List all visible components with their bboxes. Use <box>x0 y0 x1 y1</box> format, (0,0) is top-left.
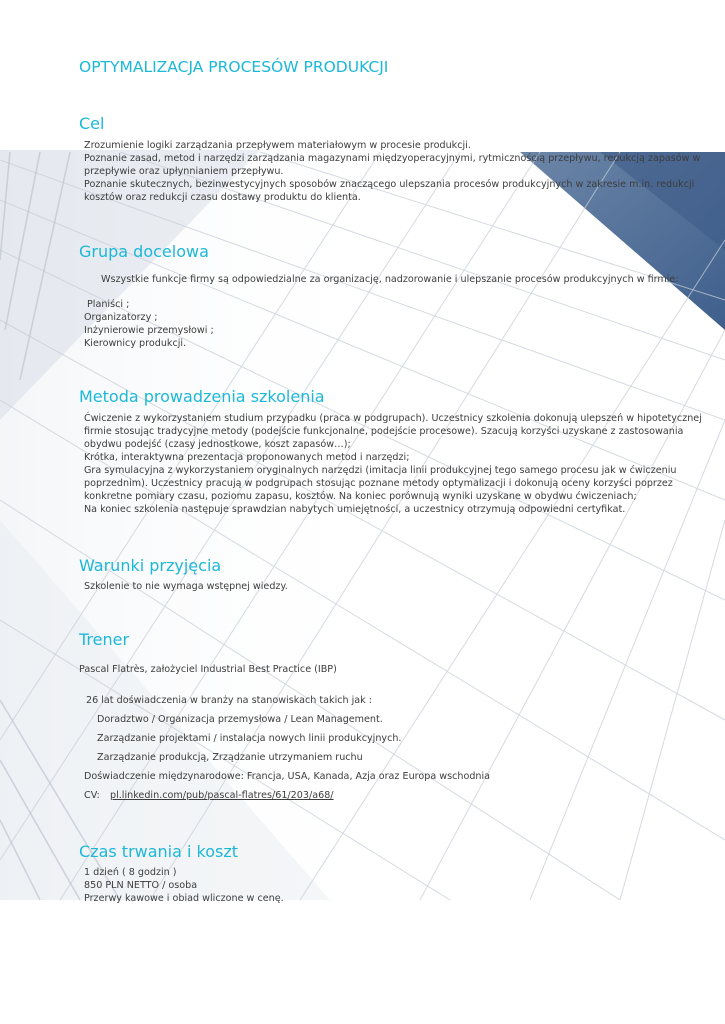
section-heading-trener: Trener <box>79 630 130 649</box>
text-line: Zrozumienie logiki zarządzania przepływem materiałowym w procesie produkcji. <box>84 140 471 151</box>
section-czas-body <box>84 866 284 905</box>
section-metoda-body <box>84 412 702 516</box>
section-heading-warunki: Warunki przyjęcia <box>79 556 222 575</box>
text-line: poprzednim). Uczestnicy pracują w podgrupach stosując poznane metody optymalizacji i dokonują oceny korzyści poprzez <box>84 478 673 489</box>
section-cel-body <box>84 139 700 204</box>
trainer-role: Zarządzanie produkcją, Zrządzanie utrzymaniem ruchu <box>97 752 363 763</box>
cv-label: CV: <box>84 790 100 801</box>
trainer-name: Pascal Flatrès, założyciel Industrial Best Practice (IBP) <box>79 664 337 675</box>
text-line: kosztów oraz redukcji czasu dostawy produktu do klienta. <box>84 192 361 203</box>
grupa-list <box>84 298 214 350</box>
list-item: Inżynierowie przemysłowi ; <box>84 325 214 336</box>
text-line: 1 dzień ( 8 godzin ) <box>84 867 177 878</box>
trainer-international: Doświadczenie międzynarodowe: Francja, USA, Kanada, Azja oraz Europa wschodnia <box>84 771 491 782</box>
text-line: Przerwy kawowe i obiad wliczone w cenę. <box>84 893 284 904</box>
grupa-intro: Wszystkie funkcje firmy są odpowiedzialne za organizację, nadzorowanie i ulepszanie procesów produkcyjnych w firmie: <box>101 274 679 285</box>
cv-link[interactable]: pl.linkedin.com/pub/pascal-flatres/61/203/a68/ <box>110 790 334 801</box>
trainer-role: Zarządzanie projektami / instalacja nowych linii produkcyjnych. <box>97 733 402 744</box>
text-line: obydwu podejść (czasy jednostkowe, koszt zapasów…); <box>84 439 351 450</box>
trainer-role: Doradztwo / Organizacja przemysłowa / Lean Management. <box>97 714 383 725</box>
list-item: Kierownicy produkcji. <box>84 338 187 349</box>
text-line: Krótka, interaktywna prezentacja proponowanych metod i narzędzi; <box>84 452 410 463</box>
warunki-text: Szkolenie to nie wymaga wstępnej wiedzy. <box>84 581 288 592</box>
section-heading-cel: Cel <box>79 114 105 133</box>
text-line: Poznanie skutecznych, bezinwestycyjnych sposobów znaczącego ulepszania procesów produkcyjnych w zakresie m.in. redukcji <box>84 179 695 190</box>
text-line: 850 PLN NETTO / osoba <box>84 880 198 891</box>
text-line: Ćwiczenie z wykorzystaniem studium przypadku (praca w podgrupach). Uczestnicy szkolenia dokonują ulepszeń w hipotetycznej <box>84 413 702 424</box>
text-line: konkretne pomiary czasu, poziomu zapasu, kosztów. Na koniec porównują wyniki uzyskane w obydwu ćwiczeniach; <box>84 491 637 502</box>
trainer-experience: 26 lat doświadczenia w branży na stanowiskach takich jak : <box>86 695 373 706</box>
list-item: Planiści ; <box>87 299 130 310</box>
section-heading-czas: Czas trwania i koszt <box>79 842 239 861</box>
section-heading-metoda: Metoda prowadzenia szkolenia <box>79 387 325 406</box>
text-line: firmie stosując tradycyjne metody (podejście funkcjonalne, podejście procesowe). Szacują korzyści uzyskane z zastosowania <box>84 426 684 437</box>
section-heading-grupa: Grupa docelowa <box>79 242 209 261</box>
text-line: Poznanie zasad, metod i narzędzi zarządzania magazynami międzyoperacyjnymi, rytmicznością przepływu, redukcją zapasów w <box>84 153 701 164</box>
text-line: Gra symulacyjna z wykorzystaniem oryginalnych narzędzi (imitacja linii produkcyjnej tego samego procesu jak w ćwiczeniu <box>84 465 677 476</box>
list-item: Organizatorzy ; <box>84 312 158 323</box>
text-line: Na koniec szkolenia następuje sprawdzian nabytych umiejętności, a uczestnicy otrzymują odpowiedni certyfikat. <box>84 504 626 515</box>
text-line: przepływie oraz upłynnianiem przepływu. <box>84 166 284 177</box>
page-title: OPTYMALIZACJA PROCESÓW PRODUKCJI <box>79 58 389 76</box>
